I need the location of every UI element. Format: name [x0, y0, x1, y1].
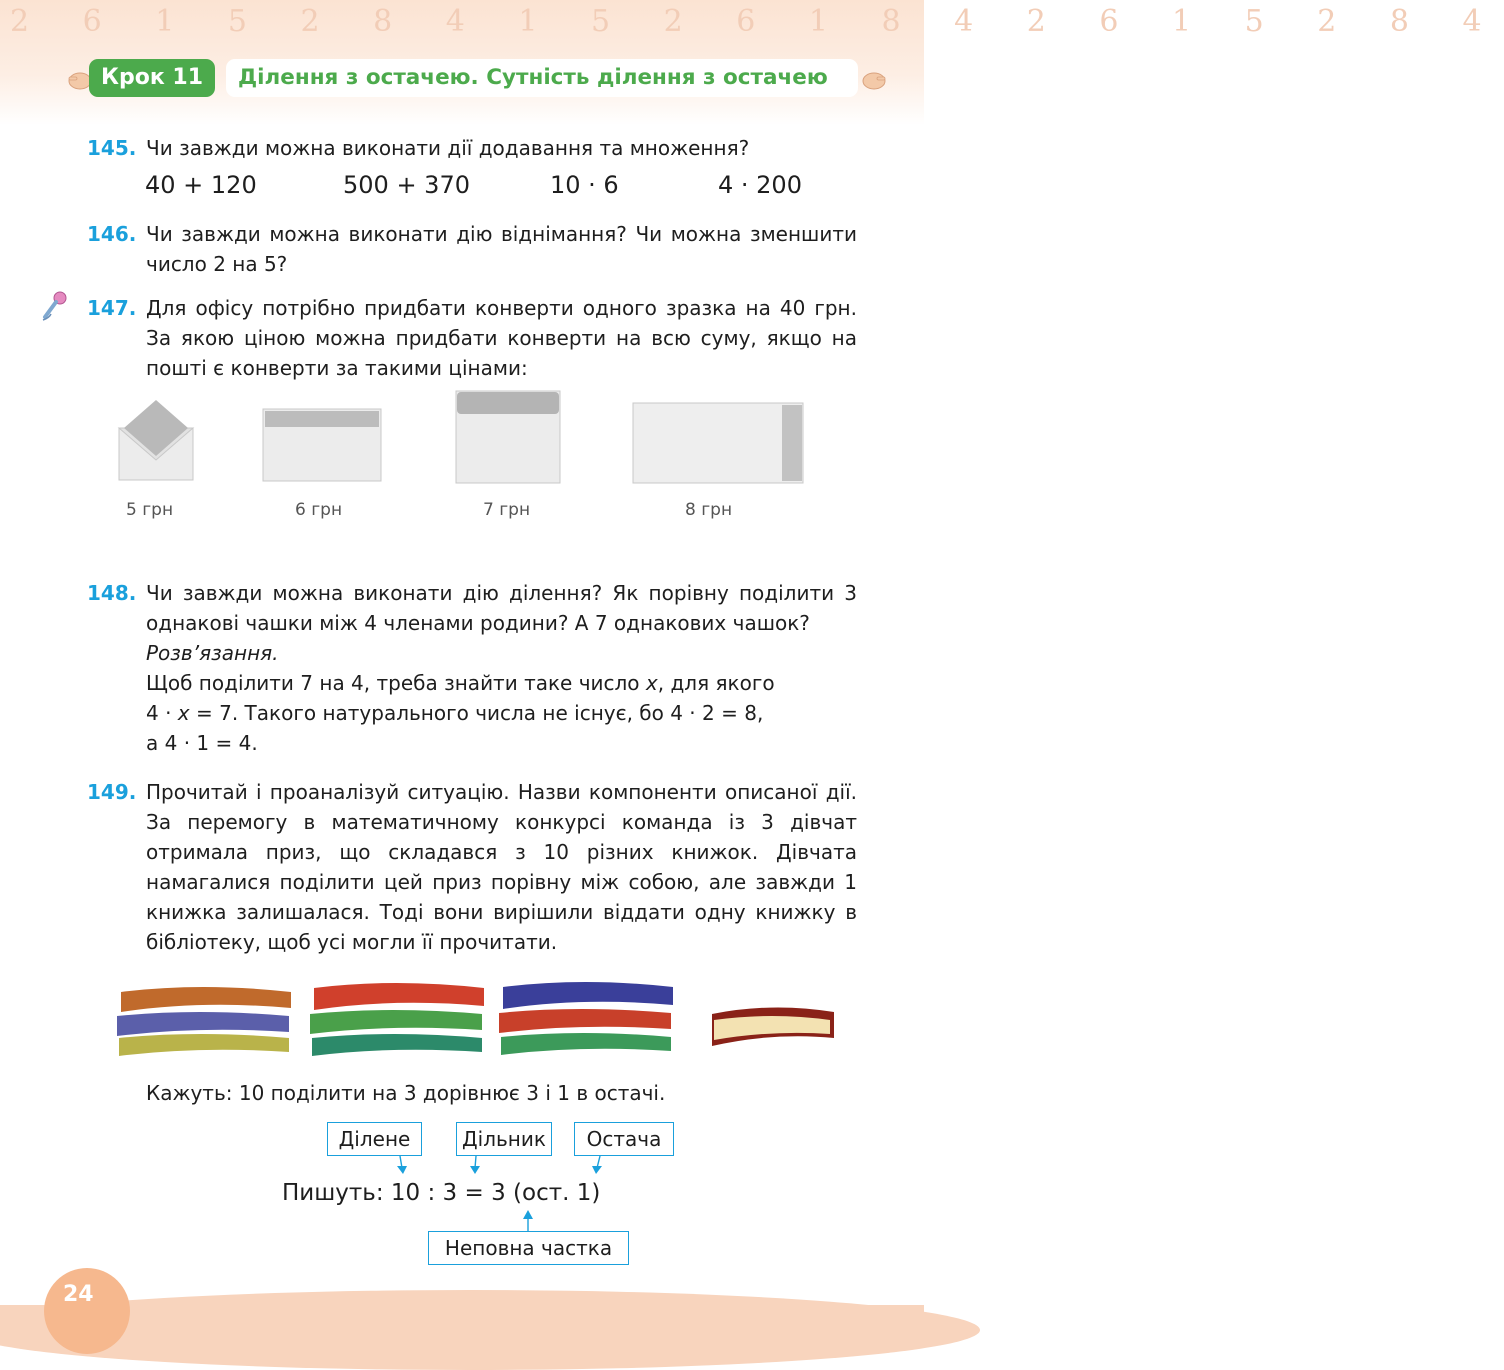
- problem-number: 148.: [87, 581, 137, 605]
- lesson-title: Ділення з остачею. Сутність ділення з остачею: [226, 59, 858, 97]
- problem-147: [87, 293, 857, 383]
- solution-text: , для якого: [657, 671, 775, 695]
- book-stack-image: [497, 975, 677, 1060]
- remainder-label-box: Остача: [574, 1122, 674, 1156]
- variable: x: [177, 701, 190, 725]
- problem-text: Чи завжди можна виконати дію ділення? Як порівну поділити 3 однакові чашки між 4 членами родини? А 7 однакових чашок?: [146, 581, 857, 635]
- single-book-image: [708, 1000, 838, 1050]
- variable: x: [645, 671, 658, 695]
- dividend-label-box: Ділене: [327, 1122, 422, 1156]
- saying-text: Кажуть: 10 поділити на 3 дорівнює 3 і 1 в остачі.: [146, 1081, 666, 1105]
- problem-number: 149.: [87, 780, 137, 804]
- arrow-down-icon: [590, 1156, 604, 1176]
- pointing-hand-icon: [861, 70, 887, 92]
- solution-text: = 7. Такого натурального числа не існує, бо 4 · 2 = 8,: [189, 701, 764, 725]
- envelope-price: 8 грн: [685, 500, 733, 520]
- footer-band: [0, 1305, 924, 1337]
- problem-number: 145.: [87, 136, 137, 160]
- step-badge: Крок 11: [89, 59, 215, 97]
- decorative-digits: 2 6 1 5 2 8 4 1 5 2 6 1 8 4 2 6 1 5 2 8 4: [10, 4, 1504, 39]
- problem-number: 146.: [87, 222, 137, 246]
- page-number-badge: [44, 1268, 130, 1354]
- arrow-down-icon: [469, 1156, 483, 1176]
- problem-text: Прочитай і проаналізуй ситуацію. Назви компоненти описаної дії. За перемогу в математичному конкурсі команда із 3 дівчат отримала приз, що складався з 10 різних книжок. Дівчата намагалися поділити цей приз порівну між собою, але завжди 1 книжка залишалася. Тоді вони вирішили віддати одну книжку в бібліотеку, щоб усі могли її прочитати.: [146, 780, 857, 954]
- problem-149: [87, 777, 857, 957]
- expression: 4 · 200: [718, 171, 802, 199]
- problem-145: [87, 133, 857, 163]
- solution-text: 4 ·: [146, 701, 178, 725]
- solution-line: [146, 668, 857, 698]
- books-illustration: [0, 975, 924, 1060]
- arrow-down-icon: [395, 1156, 409, 1176]
- expression: 40 + 120: [145, 171, 257, 199]
- problem-text: Чи завжди можна виконати дії додавання та множення?: [146, 136, 750, 160]
- solution-label: Розв’язання.: [146, 641, 279, 665]
- lesson-header: [85, 56, 875, 100]
- problem-148: [87, 578, 857, 758]
- problem-text: Чи завжди можна виконати дію віднімання? Чи можна зменшити число 2 на 5?: [146, 222, 857, 276]
- written-equation: Пишуть: 10 : 3 = 3 (ост. 1): [282, 1180, 601, 1206]
- envelope-square-image: [118, 398, 194, 482]
- partial-quotient-label-box: Неповна частка: [428, 1231, 629, 1265]
- solution-text: Щоб поділити 7 на 4, треба знайти таке число: [146, 671, 646, 695]
- solution-line: а 4 · 1 = 4.: [146, 731, 258, 755]
- saying-line: [87, 1078, 857, 1108]
- problem-146: [87, 219, 857, 279]
- expression: 10 · 6: [550, 171, 619, 199]
- envelope-price: 7 грн: [483, 500, 531, 520]
- envelope-price: 5 грн: [126, 500, 174, 520]
- envelope-tall-image: [455, 390, 561, 484]
- book-stack-image: [308, 978, 488, 1060]
- problem-text: Для офісу потрібно придбати конверти одного зразка на 40 грн. За якою ціною можна придбати конверти на всю суму, якщо на пошті є конверти за такими цінами:: [146, 296, 857, 380]
- book-stack-image: [115, 980, 295, 1060]
- envelope-large-image: [632, 402, 804, 484]
- envelope-wide-image: [262, 408, 382, 482]
- envelope-price: 6 грн: [295, 500, 343, 520]
- page-number: 24: [63, 1282, 94, 1307]
- solution-line: [146, 698, 857, 728]
- expression: 500 + 370: [343, 171, 470, 199]
- problem-number: 147.: [87, 296, 137, 320]
- microphone-icon: [40, 290, 70, 322]
- divisor-label-box: Дільник: [456, 1122, 552, 1156]
